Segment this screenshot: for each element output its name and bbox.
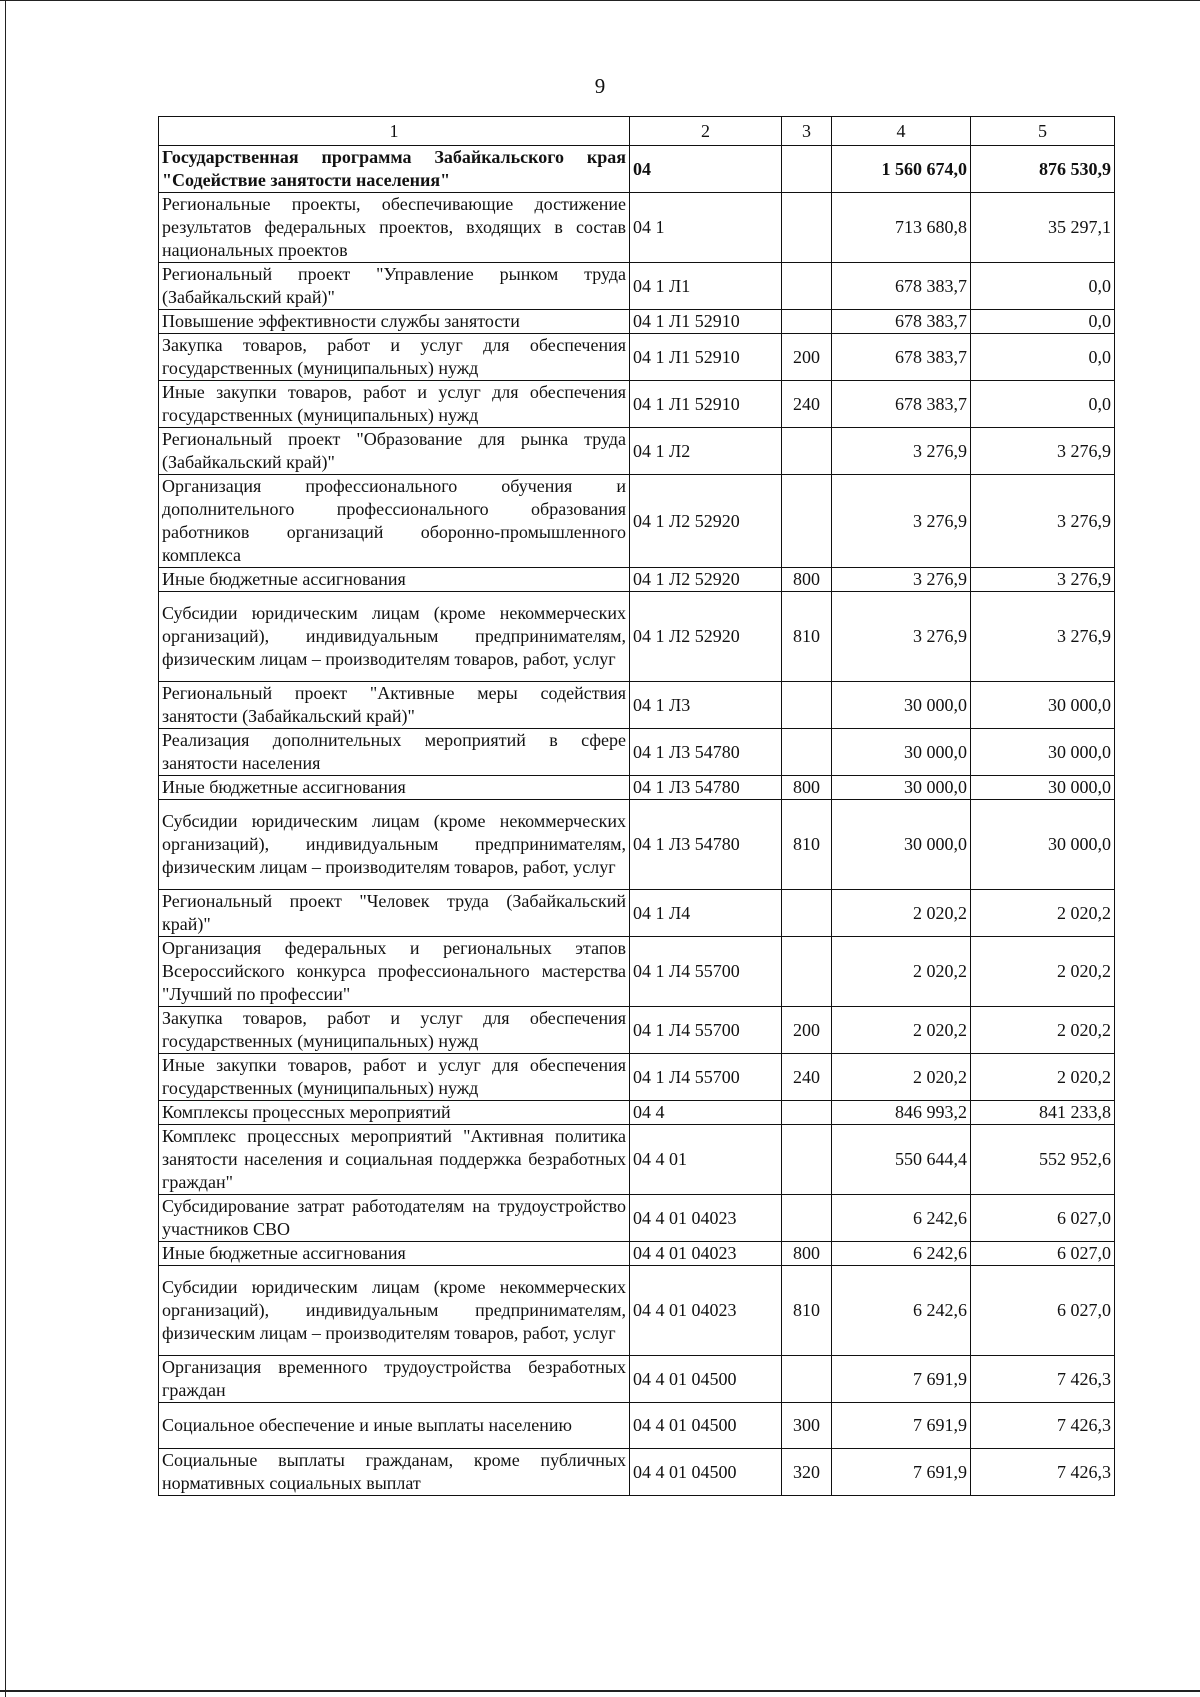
row-expense-type-cell: [782, 937, 832, 1007]
row-expense-type-cell: [782, 890, 832, 937]
row-sum-2-cell: 7 426,3: [971, 1403, 1115, 1449]
row-sum-1-cell: 30 000,0: [832, 800, 971, 890]
row-name-cell: Региональный проект "Человек труда (Забайкальский край)": [159, 890, 630, 937]
row-expense-type-cell: 800: [782, 568, 832, 592]
row-sum-1-cell: 1 560 674,0: [832, 146, 971, 193]
table-row: [159, 263, 1115, 310]
row-code-cell: 04 4 01: [630, 1125, 782, 1195]
table-row: [159, 890, 1115, 937]
row-sum-1-cell: 678 383,7: [832, 334, 971, 381]
row-expense-type-cell: [782, 193, 832, 263]
row-name-cell: Субсидии юридическим лицам (кроме некоммерческих организаций), индивидуальным предпринимателям, физическим лицам – производителям товаров, работ, услуг: [159, 592, 630, 682]
row-sum-2-cell: 0,0: [971, 310, 1115, 334]
row-sum-2-cell: 30 000,0: [971, 800, 1115, 890]
row-expense-type-cell: 810: [782, 800, 832, 890]
row-sum-1-cell: 2 020,2: [832, 1007, 971, 1054]
row-name-cell: Комплекс процессных мероприятий "Активная политика занятости населения и социальная поддержка безработных граждан": [159, 1125, 630, 1195]
row-expense-type-cell: [782, 1195, 832, 1242]
row-sum-2-cell: 7 426,3: [971, 1356, 1115, 1403]
row-code-cell: 04 1 Л3: [630, 682, 782, 729]
scan-edge-bottom: [0, 1690, 1200, 1692]
row-expense-type-cell: 200: [782, 1007, 832, 1054]
row-sum-1-cell: 7 691,9: [832, 1449, 971, 1496]
row-sum-1-cell: 3 276,9: [832, 475, 971, 568]
row-sum-2-cell: 2 020,2: [971, 1054, 1115, 1101]
row-code-cell: 04 4 01 04500: [630, 1356, 782, 1403]
row-sum-1-cell: 678 383,7: [832, 310, 971, 334]
row-sum-2-cell: 2 020,2: [971, 890, 1115, 937]
row-name-cell: Закупка товаров, работ и услуг для обеспечения государственных (муниципальных) нужд: [159, 1007, 630, 1054]
row-sum-2-cell: 2 020,2: [971, 1007, 1115, 1054]
row-expense-type-cell: [782, 428, 832, 475]
row-code-cell: 04 1 Л2 52920: [630, 475, 782, 568]
table-row: [159, 1054, 1115, 1101]
header-col-2: 2: [630, 117, 782, 146]
row-code-cell: 04 1 Л1 52910: [630, 381, 782, 428]
scan-edge-left: [5, 0, 6, 1697]
row-sum-2-cell: 0,0: [971, 263, 1115, 310]
row-name-cell: Иные закупки товаров, работ и услуг для обеспечения государственных (муниципальных) нужд: [159, 381, 630, 428]
row-sum-2-cell: 30 000,0: [971, 729, 1115, 776]
row-code-cell: 04 1 Л3 54780: [630, 729, 782, 776]
table-row: [159, 475, 1115, 568]
header-col-3: 3: [782, 117, 832, 146]
row-name-cell: Иные бюджетные ассигнования: [159, 568, 630, 592]
row-sum-1-cell: 550 644,4: [832, 1125, 971, 1195]
row-sum-1-cell: 7 691,9: [832, 1403, 971, 1449]
row-code-cell: 04 1 Л1 52910: [630, 334, 782, 381]
table-row: [159, 193, 1115, 263]
row-sum-1-cell: 678 383,7: [832, 381, 971, 428]
row-code-cell: 04 1 Л4 55700: [630, 1054, 782, 1101]
row-expense-type-cell: [782, 682, 832, 729]
row-name-cell: Социальное обеспечение и иные выплаты населению: [159, 1403, 630, 1449]
row-expense-type-cell: [782, 475, 832, 568]
row-sum-1-cell: 2 020,2: [832, 937, 971, 1007]
table-row: [159, 1007, 1115, 1054]
row-sum-1-cell: 3 276,9: [832, 568, 971, 592]
row-sum-2-cell: 3 276,9: [971, 475, 1115, 568]
row-sum-2-cell: 876 530,9: [971, 146, 1115, 193]
row-expense-type-cell: 810: [782, 1266, 832, 1356]
row-name-cell: Реализация дополнительных мероприятий в сфере занятости населения: [159, 729, 630, 776]
table-row: [159, 310, 1115, 334]
table-row: [159, 1101, 1115, 1125]
table-row: [159, 568, 1115, 592]
row-sum-2-cell: 0,0: [971, 334, 1115, 381]
row-sum-1-cell: 30 000,0: [832, 776, 971, 800]
row-sum-2-cell: 3 276,9: [971, 428, 1115, 475]
row-sum-2-cell: 0,0: [971, 381, 1115, 428]
row-sum-1-cell: 7 691,9: [832, 1356, 971, 1403]
row-code-cell: 04 1 Л4 55700: [630, 1007, 782, 1054]
row-sum-1-cell: 6 242,6: [832, 1195, 971, 1242]
table-row: [159, 1449, 1115, 1496]
row-expense-type-cell: 300: [782, 1403, 832, 1449]
row-sum-2-cell: 7 426,3: [971, 1449, 1115, 1496]
row-code-cell: 04 1 Л3 54780: [630, 776, 782, 800]
table-row: [159, 381, 1115, 428]
budget-table: [158, 116, 1115, 1496]
header-col-5: 5: [971, 117, 1115, 146]
table-row: [159, 682, 1115, 729]
row-expense-type-cell: 800: [782, 1242, 832, 1266]
row-name-cell: Социальные выплаты гражданам, кроме публичных нормативных социальных выплат: [159, 1449, 630, 1496]
row-name-cell: Региональный проект "Активные меры содействия занятости (Забайкальский край)": [159, 682, 630, 729]
table-row: [159, 937, 1115, 1007]
row-code-cell: 04: [630, 146, 782, 193]
row-code-cell: 04 1 Л2 52920: [630, 592, 782, 682]
row-sum-1-cell: 30 000,0: [832, 682, 971, 729]
row-name-cell: Государственная программа Забайкальского края "Содействие занятости населения": [159, 146, 630, 193]
row-sum-1-cell: 713 680,8: [832, 193, 971, 263]
header-col-4: 4: [832, 117, 971, 146]
row-code-cell: 04 4 01 04023: [630, 1242, 782, 1266]
row-expense-type-cell: 810: [782, 592, 832, 682]
row-sum-2-cell: 841 233,8: [971, 1101, 1115, 1125]
row-name-cell: Закупка товаров, работ и услуг для обеспечения государственных (муниципальных) нужд: [159, 334, 630, 381]
table-row: [159, 1266, 1115, 1356]
row-expense-type-cell: [782, 1356, 832, 1403]
row-name-cell: Региональный проект "Управление рынком труда (Забайкальский край)": [159, 263, 630, 310]
row-name-cell: Организация профессионального обучения и дополнительного профессионального образования работников организаций оборонно-промышленного комплекса: [159, 475, 630, 568]
row-sum-2-cell: 30 000,0: [971, 776, 1115, 800]
table-row: [159, 1356, 1115, 1403]
row-name-cell: Иные закупки товаров, работ и услуг для обеспечения государственных (муниципальных) нужд: [159, 1054, 630, 1101]
table-row: [159, 729, 1115, 776]
row-sum-1-cell: 3 276,9: [832, 428, 971, 475]
table-row: [159, 1242, 1115, 1266]
row-sum-2-cell: 6 027,0: [971, 1242, 1115, 1266]
row-expense-type-cell: 200: [782, 334, 832, 381]
row-code-cell: 04 1 Л4: [630, 890, 782, 937]
table-row: [159, 428, 1115, 475]
row-expense-type-cell: [782, 1125, 832, 1195]
table-row: [159, 800, 1115, 890]
table-row: [159, 1195, 1115, 1242]
row-name-cell: Иные бюджетные ассигнования: [159, 776, 630, 800]
row-sum-2-cell: 6 027,0: [971, 1266, 1115, 1356]
row-code-cell: 04 1 Л3 54780: [630, 800, 782, 890]
row-name-cell: Организация временного трудоустройства безработных граждан: [159, 1356, 630, 1403]
table-body: [159, 146, 1115, 1496]
row-code-cell: 04 4 01 04023: [630, 1195, 782, 1242]
table-row: [159, 1403, 1115, 1449]
scan-edge-top: [0, 0, 1200, 1]
row-code-cell: 04 4: [630, 1101, 782, 1125]
row-code-cell: 04 1 Л1 52910: [630, 310, 782, 334]
row-expense-type-cell: 800: [782, 776, 832, 800]
row-expense-type-cell: 240: [782, 381, 832, 428]
row-sum-1-cell: 846 993,2: [832, 1101, 971, 1125]
row-sum-2-cell: 3 276,9: [971, 592, 1115, 682]
row-code-cell: 04 4 01 04500: [630, 1449, 782, 1496]
row-code-cell: 04 1 Л1: [630, 263, 782, 310]
row-name-cell: Субсидии юридическим лицам (кроме некоммерческих организаций), индивидуальным предпринимателям, физическим лицам – производителям товаров, работ, услуг: [159, 800, 630, 890]
row-code-cell: 04 4 01 04500: [630, 1403, 782, 1449]
row-sum-1-cell: 6 242,6: [832, 1242, 971, 1266]
row-sum-2-cell: 6 027,0: [971, 1195, 1115, 1242]
row-sum-2-cell: 35 297,1: [971, 193, 1115, 263]
row-sum-2-cell: 2 020,2: [971, 937, 1115, 1007]
row-expense-type-cell: [782, 1101, 832, 1125]
table-row: [159, 1125, 1115, 1195]
row-code-cell: 04 1: [630, 193, 782, 263]
row-code-cell: 04 1 Л2: [630, 428, 782, 475]
row-sum-1-cell: 2 020,2: [832, 890, 971, 937]
row-name-cell: Субсидии юридическим лицам (кроме некоммерческих организаций), индивидуальным предпринимателям, физическим лицам – производителям товаров, работ, услуг: [159, 1266, 630, 1356]
table-row: [159, 146, 1115, 193]
row-expense-type-cell: 240: [782, 1054, 832, 1101]
row-sum-1-cell: 6 242,6: [832, 1266, 971, 1356]
row-sum-1-cell: 30 000,0: [832, 729, 971, 776]
row-name-cell: Региональный проект "Образование для рынка труда (Забайкальский край)": [159, 428, 630, 475]
row-sum-1-cell: 3 276,9: [832, 592, 971, 682]
table-row: [159, 592, 1115, 682]
row-expense-type-cell: [782, 263, 832, 310]
row-sum-2-cell: 30 000,0: [971, 682, 1115, 729]
row-name-cell: Организация федеральных и региональных этапов Всероссийского конкурса профессионального мастерства "Лучший по профессии": [159, 937, 630, 1007]
row-expense-type-cell: [782, 310, 832, 334]
table-row: [159, 776, 1115, 800]
row-expense-type-cell: [782, 729, 832, 776]
header-row: [159, 117, 1115, 146]
header-col-1: 1: [159, 117, 630, 146]
table-row: [159, 334, 1115, 381]
row-name-cell: Субсидирование затрат работодателям на трудоустройство участников СВО: [159, 1195, 630, 1242]
row-sum-2-cell: 3 276,9: [971, 568, 1115, 592]
row-code-cell: 04 1 Л2 52920: [630, 568, 782, 592]
row-code-cell: 04 4 01 04023: [630, 1266, 782, 1356]
row-name-cell: Повышение эффективности службы занятости: [159, 310, 630, 334]
row-sum-1-cell: 678 383,7: [832, 263, 971, 310]
page-number: 9: [594, 74, 606, 98]
row-expense-type-cell: [782, 146, 832, 193]
row-name-cell: Региональные проекты, обеспечивающие достижение результатов федеральных проектов, входящих в состав национальных проектов: [159, 193, 630, 263]
row-sum-2-cell: 552 952,6: [971, 1125, 1115, 1195]
row-expense-type-cell: 320: [782, 1449, 832, 1496]
row-name-cell: Иные бюджетные ассигнования: [159, 1242, 630, 1266]
row-code-cell: 04 1 Л4 55700: [630, 937, 782, 1007]
row-sum-1-cell: 2 020,2: [832, 1054, 971, 1101]
row-name-cell: Комплексы процессных мероприятий: [159, 1101, 630, 1125]
